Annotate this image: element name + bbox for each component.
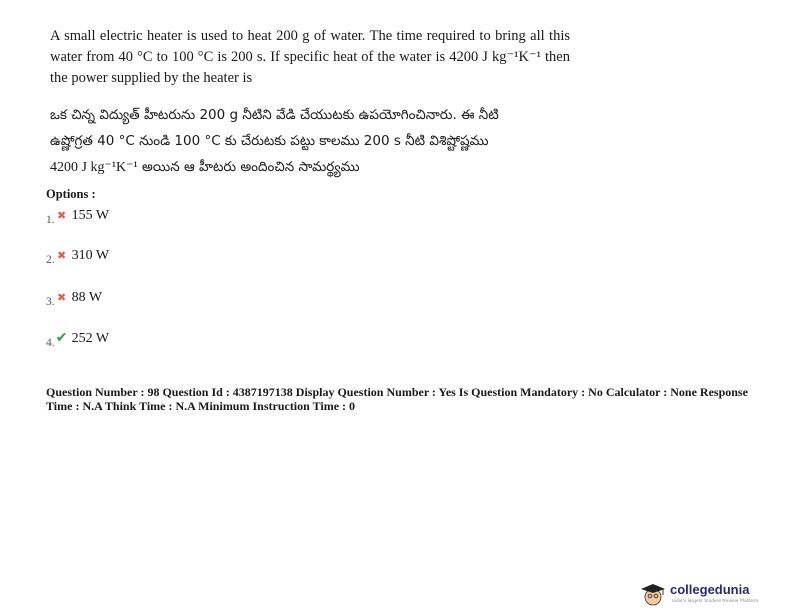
option-value: 310 W xyxy=(71,248,110,263)
option-value: 88 W xyxy=(71,290,103,305)
option-1[interactable] xyxy=(46,208,109,224)
logo-tagline: India's largest Student Review Platform xyxy=(672,598,759,603)
option-index: 3. xyxy=(46,296,55,308)
question-meta xyxy=(46,385,766,413)
cross-icon: ✖ xyxy=(57,292,67,304)
question-text-english: A small electric heater is used to heat 200 g of water. The time required to bring all this water from 40 °C to 100 °C is 200 s. If specific heat of the water is 4200 J kg⁻¹K⁻¹ then the power supplied by the heater is xyxy=(50,28,570,86)
graduation-cap-icon xyxy=(640,582,666,606)
telugu-line-1: ఒక చిన్న విద్యుత్ హీటరును 200 g నీటిని వేడి చేయుటకు ఉపయోగించినారు. ఈ నీటి xyxy=(50,107,499,123)
telugu-line-3-quantity: 4200 J kg⁻¹K⁻¹ xyxy=(50,160,138,175)
option-3[interactable] xyxy=(46,290,102,306)
question-text-telugu xyxy=(50,102,590,181)
option-index: 4. xyxy=(46,337,55,349)
option-value: 252 W xyxy=(71,331,110,346)
option-4[interactable] xyxy=(46,330,109,347)
checkmark-icon: ✔ xyxy=(55,331,68,346)
option-value: 155 W xyxy=(71,208,110,223)
collegedunia-logo xyxy=(640,580,785,608)
options-label: Options : xyxy=(46,187,96,201)
telugu-line-2: ఉష్ణోగ్రత 40 °C నుండి 100 °C కు చేరుటకు పట్టు కాలము 200 s నీటి విశిష్టోష్ణము xyxy=(50,133,489,149)
option-index: 1. xyxy=(46,214,55,226)
telugu-line-3 xyxy=(50,154,590,181)
logo-brand: collegedunia xyxy=(670,582,750,597)
question-meta-line-1: Question Number : 98 Question Id : 4387197138 Display Question Number : Yes Is Question Mandatory : No Calculator : None Response xyxy=(46,385,748,399)
question-meta-line-2: Time : N.A Think Time : N.A Minimum Instruction Time : 0 xyxy=(46,399,356,413)
cross-icon: ✖ xyxy=(57,210,67,222)
option-index: 2. xyxy=(46,254,55,266)
cross-icon: ✖ xyxy=(57,250,67,262)
telugu-line-3-text: అయిన ఆ హీటరు అందించిన సామర్థ్యము xyxy=(142,159,360,175)
option-2[interactable] xyxy=(46,248,109,264)
